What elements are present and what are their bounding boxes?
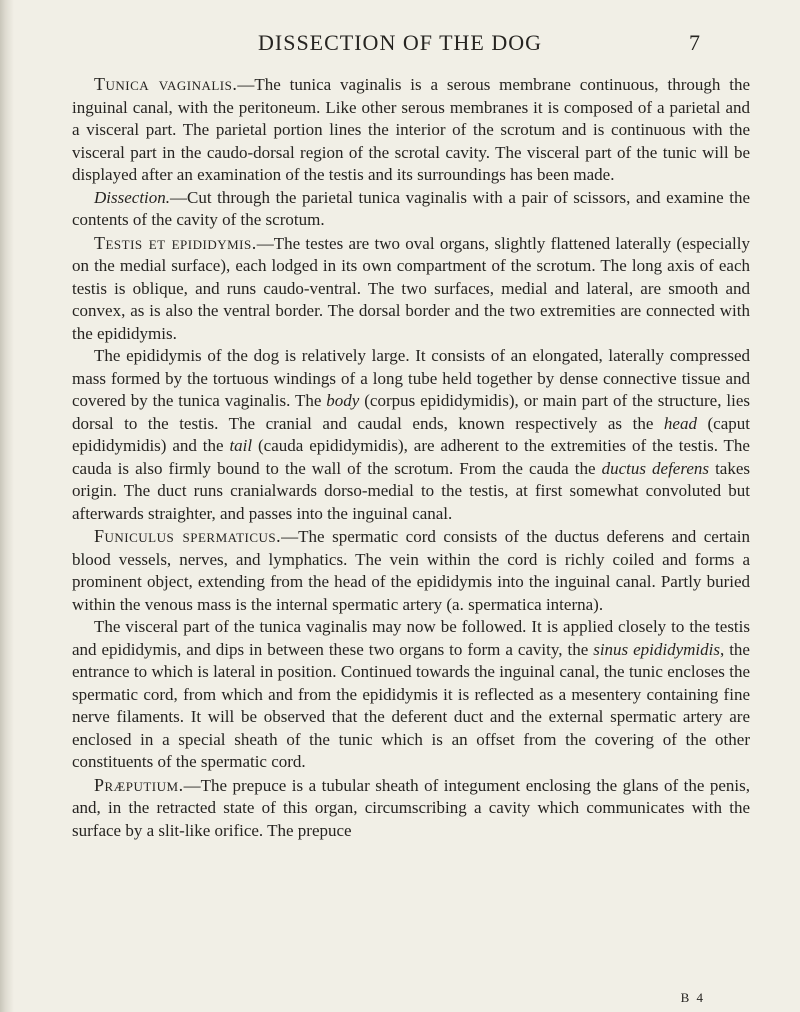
paragraph-praeputium: Præputium.—The prepuce is a tubular sheath of integument enclosing the glans of the penis, and, in the retracted state of this organ, circumscribing a cavity which communicates with the surface by a slit-like orifice. The prepuce <box>72 774 750 840</box>
paragraph-visceral: The visceral part of the tunica vaginalis may now be followed. It is applied closely to the testis and epididymis, and dips in between these two organs to form a cavity, the sinus epididymidis, the entrance to which is lateral in position. Continued towards the inguinal canal, the tunic encloses the spermatic cord, from which and from the epididymis it is reflected as a mesentery containing fine nerve filaments. It will be observed that the deferent duct and the external spermatic artery are enclosed in a special sheath of the tunic which is an offset from the covering of the other constituents of the spermatic cord. <box>72 617 750 771</box>
term-tail: tail <box>229 436 253 455</box>
paragraph-dissection: Dissection.—Cut through the parietal tunica vaginalis with a pair of scissors, and examine the contents of the cavity of the scrotum. <box>72 187 750 229</box>
running-title: DISSECTION OF THE DOG <box>258 30 542 55</box>
paragraph-epididymis: The epididymis of the dog is relatively large. It consists of an elongated, laterally compressed mass formed by the tortuous windings of a long tube held together by dense connective tissue and covered by the tunica vaginalis. The body (corpus epididymidis), or main part of the structure, lies dorsal to the testis. The cranial and caudal ends, known respectively as the head (caput epididymidis) and the tail (cauda epididymidis), are adherent to the extremities of the testis. The cauda is also firmly bound to the wall of the scrotum. From the cauda the ductus deferens takes origin. The duct runs cranialwards dorso-medial to the testis, at first somewhat convoluted but afterwards straighter, and passes into the inguinal canal. <box>72 346 750 523</box>
section-heading-tunica-vaginalis: Tunica vaginalis. <box>94 74 238 94</box>
term-ductus-deferens: ductus deferens <box>601 458 709 478</box>
term-head: head <box>663 413 697 433</box>
paragraph-funiculus: Funiculus spermaticus.—The spermatic cord consists of the ductus deferens and certain blood vessels, nerves, and lymphatics. The vein within the cord is richly coiled and forms a prominent object, extending from the head of the epididymis into the inguinal canal. Partly buried within the venous mass is the internal spermatic artery (a. spermatica interna). <box>72 526 750 614</box>
paragraph-tunica-vaginalis: Tunica vaginalis.—The tunica vaginalis is a serous membrane continuous, through the inguinal canal, with the peritoneum. Like other serous membranes it is composed of a parietal and a visceral part. The parietal portion lines the interior of the scrotum and is continuous with the visceral part in the caudo-dorsal region of the scrotal cavity. The visceral part of the tunic will be displayed after an examination of the testis and its surroundings has been made. <box>72 74 751 184</box>
dissection-label: Dissection. <box>94 187 171 207</box>
page-edge-shadow <box>0 0 14 1012</box>
signature-mark: B 4 <box>680 990 705 1005</box>
term-body: body <box>326 391 360 410</box>
section-heading-praeputium: Præputium. <box>94 774 184 795</box>
page-number: 7 <box>689 30 700 55</box>
page-header <box>0 30 800 60</box>
section-heading-funiculus: Funiculus spermaticus. <box>94 526 282 546</box>
term-sinus-epididymidis: sinus epididymidis <box>593 639 720 659</box>
body-text <box>72 73 750 842</box>
section-heading-testis: Testis et epididymis. <box>94 232 257 253</box>
paragraph-testis: Testis et epididymis.—The testes are two oval organs, slightly flattened laterally (especially on the medial surface), each lodged in its own compartment of the scrotum. The long axis of each testis is oblique, and runs caudo-ventral. The two surfaces, medial and lateral, are smooth and convex, as is also the ventral border. The dorsal border and the two extremities are connected with the epididymis. <box>72 232 750 343</box>
